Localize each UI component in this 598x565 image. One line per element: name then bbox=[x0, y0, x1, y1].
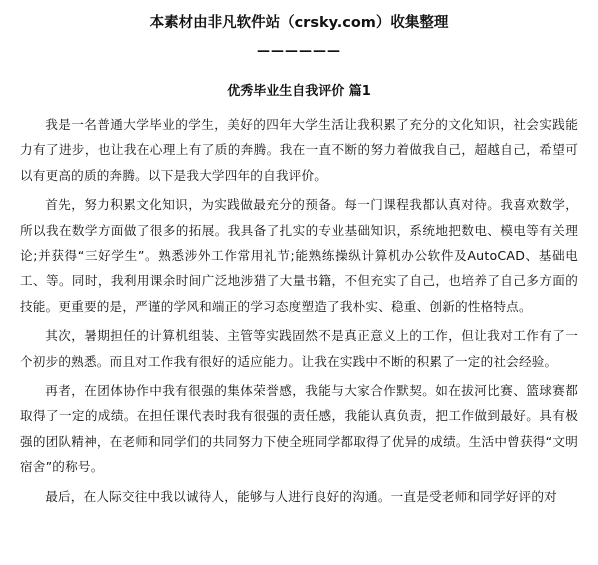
paragraph-third: 再者，在团体协作中我有很强的集体荣誉感，我能与大家合作默契。如在拔河比赛、篮球赛都取得了一定的成绩。在担任课代表时我有很强的责任感，我能认真负责，把工作做到最好。具有极强的团队精神，在老师和同学们的共同努力下使全班同学都取得了优异的成绩。生活中曾获得“文明宿舍”的称号。 bbox=[20, 383, 578, 475]
title-separator: —————— bbox=[257, 44, 341, 59]
paragraph-second: 其次，暑期担任的计算机组装、主管等实践固然不是真正意义上的工作，但让我对工作有了一个初步的熟悉。而且对工作我有很好的适应能力。让我在实践中不断的积累了一定的社会经验。 bbox=[20, 328, 578, 369]
paragraph-last: 最后，在人际交往中我以诚待人，能够与人进行良好的沟通。一直是受老师和同学好评的对 bbox=[45, 488, 557, 504]
section-heading: 优秀毕业生自我评价 篇1 bbox=[227, 84, 371, 99]
body-text bbox=[20, 112, 578, 509]
paragraph-intro: 我是一名普通大学毕业的学生，美好的四年大学生活让我积累了充分的文化知识，社会实践能力有了进步，也让我在心理上有了质的奔腾。我在一直不断的努力着做我自己，超越自己，希望可以有更高的质的奔腾。以下是我大学四年的自我评价。 bbox=[20, 117, 578, 183]
document-title: 本素材由非凡软件站（crsky.com）收集整理 bbox=[149, 15, 449, 31]
paragraph-first: 首先，努力积累文化知识，为实践做最充分的预备。每一门课程我都认真对待。我喜欢数学，所以我在数学方面做了很多的拓展。我具备了扎实的专业基础知识，系统地把数电、模电等有关理论;并获得“三好学生”。熟悉涉外工作常用礼节;能熟练操纵计算机办公软件及AutoCAD、基础电工、等。同时，我利用课余时间广泛地涉猎了大量书籍，不但充实了自己，也培养了自己多方面的技能。更重要的是，严谨的学风和端正的学习态度塑造了我朴实、稳重、创新的性格特点。 bbox=[20, 197, 578, 314]
